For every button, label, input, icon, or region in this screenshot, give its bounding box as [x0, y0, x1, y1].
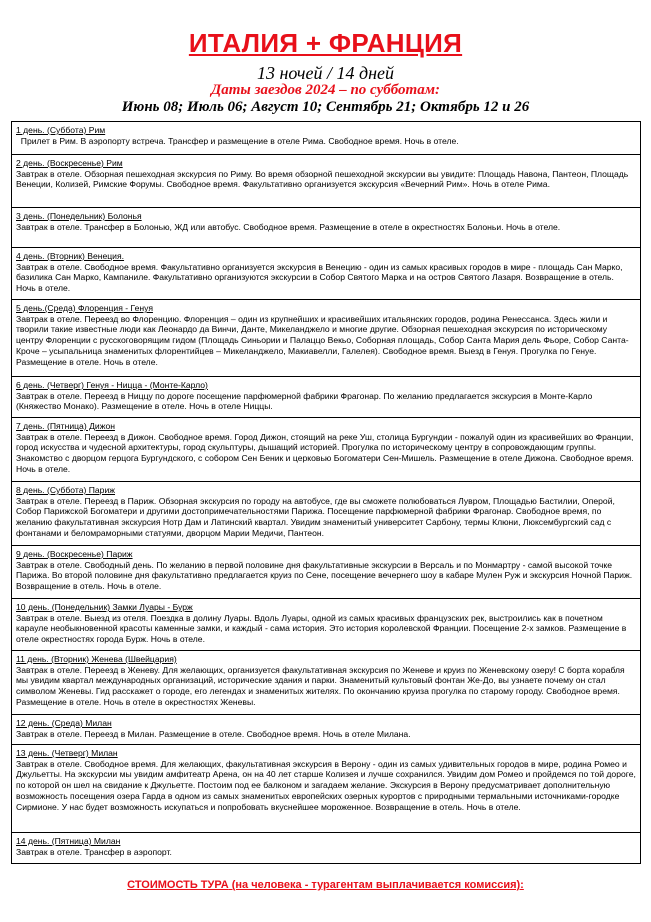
day-text: Завтрак в отеле. Свободное время. Для желающих, факультативная экскурсия в Верону - один из самых удивительных городов в мире, родина Ромео и Джульетты. На экскурсии мы увидим амфитеатр Арена, он на 40 лет старше Колизея и лучше сохранился. Увидим дом Ромео и пройдемся по той дороге, по которой он шел на свидание к Джульетте. Постоим под ее балконом и загадаем желание. Экскурсия в Верону предусматривает дополнительную возможность посещения озера Гарда в одном из самых знаменитых европейских озерных курортов с природными термальными источниками-городке Сирмионе. У нас будет возможность искупаться и попробовать вкуснейшее мороженное. Возвращение в отель. Ночь в отеле. [16, 758, 636, 812]
day-row [12, 482, 640, 546]
day-text: Завтрак в отеле. Свободное время. Факультативно организуется экскурсия в Венецию - один из самых красивых городов в мире - площадь Сан Марко, базилика Сан Марко, Кампаниле. Факультативно организуются экскурсии в Собор Святого Марка и на остров Святого Лазаря. Возвращение в отель. Ночь в отеле. [16, 261, 623, 294]
day-row [12, 651, 640, 715]
day-row [12, 599, 640, 651]
day-text: Завтрак в отеле. Выезд из отеля. Поездка в долину Луары. Вдоль Луары, одной из самых красивых французских рек, выстроились как в почетном карауле необыкновенной красоты каменные замки, и каждый - сама история. Это история королевской Франции. Посещение 2-х замков. Размещение в отеле окрестностях города Бурж. Ночь в отеле. [16, 612, 627, 645]
day-text: Прилет в Рим. В аэропорту встреча. Трансфер и размещение в отеле Рима. Свободное время. Ночь в отеле. [16, 135, 459, 146]
day-heading: 3 день. (Понедельник) Болонья [16, 211, 142, 221]
day-row [12, 155, 640, 208]
dates-heading: Даты заездов 2024 – по субботам: [211, 82, 440, 98]
day-heading: 8 день. (Суббота) Париж [16, 485, 116, 495]
day-heading: 7 день. (Пятница) Дижон [16, 421, 115, 431]
day-row [12, 208, 640, 248]
day-text: Завтрак в отеле. Свободный день. По желанию в первой половине дня факультативные экскурсии в Версаль и по Монмартру - самой высокой точке Парижа. Во второй половине дня факультативно предлагается круиз по Сене, посещение вечернего шоу в кабаре Мулен Руж и экскурсия Ночной Париж. Возвращение в отель. Ночь в отеле. [16, 559, 633, 592]
day-heading: 11 день. (Вторник) Женева (Швейцария) [16, 654, 177, 664]
day-heading: 14 день. (Пятница) Милан [16, 836, 121, 846]
day-text: Завтрак в отеле. Переезд в Париж. Обзорная экскурсия по городу на автобусе, где вы сможете полюбоваться Лувром, Площадью Бастилии, Оперой, Собор Парижской Богоматери и другими достопримечательностями Парижа. Посещение парфюмерной фабрики Фрагонар. Свободное время, по желанию факультативная экскурсия Нотр Дам и Латинский квартал. Увидим знаменитый университет Сарбону, термы Клюни, Люксембургский сад с фонтанами и беломраморными статуями, дворцом Марии Медичи, Пантеон. [16, 495, 615, 538]
day-text: Завтрак в отеле. Обзорная пешеходная экскурсия по Риму. Во время обзорной пешеходной экскурсии вы увидите: Площадь Навона, Пантеон, Площадь Венеции, Колизей, Римские Форумы. Свободное время. Факультативно организуется экскурсия «Вечерний Рим». Ночь в отеле Рима. [16, 168, 629, 190]
day-heading: 12 день. (Среда) Милан [16, 718, 112, 728]
day-heading: 6 день. (Четверг) Генуя - Ницца - (Монте-Карло) [16, 380, 208, 390]
day-row [12, 248, 640, 300]
day-row [12, 833, 640, 863]
day-heading: 10 день. (Понедельник) Замки Луары - Бурж [16, 602, 193, 612]
day-row [12, 745, 640, 833]
price-note: (на человека - турагентам выплачивается комиссия): [228, 879, 524, 891]
day-row [12, 377, 640, 418]
day-row [12, 122, 640, 155]
day-heading: 9 день. (Воскресенье) Париж [16, 549, 133, 559]
day-text: Завтрак в отеле. Трансфер в Болонью, ЖД или автобус. Свободное время. Размещение в отеле в окрестностях Болоньи. Ночь в отеле. [16, 221, 561, 232]
day-row [12, 546, 640, 599]
day-heading: 13 день. (Четверг) Милан [16, 748, 118, 758]
tour-duration: 13 ночей / 14 дней [256, 63, 395, 83]
day-heading: 1 день. (Суббота) Рим [16, 125, 106, 135]
day-heading: 2 день. (Воскресенье) Рим [16, 158, 123, 168]
tour-title: ИТАЛИЯ + ФРАНЦИЯ [188, 28, 463, 58]
day-text: Завтрак в отеле. Переезд в Ниццу по дороге посещение парфюмерной фабрики Фрагонар. По желанию предлагается экскурсия в Монте-Карло (Княжество Монако). Размещение в отеле. Ночь в отеле Ниццы. [16, 390, 593, 412]
dates-list: Июнь 08; Июль 06; Август 10; Сентябрь 21; Октябрь 12 и 26 [121, 99, 530, 115]
day-row [12, 715, 640, 745]
day-heading: 4 день. (Вторник) Венеция. [16, 251, 125, 261]
day-text: Завтрак в отеле. Переезд во Флоренцию. Флоренция – один из крупнейших и красивейших итальянских городов, родина Ренессанса. Здесь жили и творили такие известные люди как Леонардо да Винчи, Данте, Микеланджело и многие другие. Обзорная пешеходная экскурсия по историческому центру Флоренции с русскоговорящим гидом (Площадь Синьории и Палаццо Векьо, Соборная площадь, Собор Санта Мария дель Фьоре, Собор Санта-Кроче – усыпальница знаменитых флорентийцев – Микеланджело, Макиавелли, Галелея). Свободное время. Выезд в Генуя. Прогулка по Генуе. Размещение в отеле. Ночь в отеле. [16, 313, 629, 367]
day-text: Завтрак в отеле. Переезд в Милан. Размещение в отеле. Свободное время. Ночь в отеле Милана. [16, 728, 411, 739]
day-text: Завтрак в отеле. Переезд в Дижон. Свободное время. Город Дижон, стоящий на реке Уш, столица Бургундии - пожалуй один из красивейших во Франции, город искусства и чудесной архитектуры, город скульптуры, дышащий историей. Прогулка по историческому центру в сопровождающим группы. Знакомство с дворцом герцога Бургундского, с собором Сен Беник и церковью Богоматери Сен-Мишель. Размещение в отеле Дижона. Свободное время. Ночь в отеле. [16, 431, 634, 474]
day-text: Завтрак в отеле. Переезд в Женеву. Для желающих, организуется факультативная экскурсия по Женеве и круиз по Женевскому озеру! С борта корабля мы увидим квартал международных организаций, исторические здания и парки. Знаменитый культовый фонтан Же-До, вы узнаете почему он стал символом Женевы. Гид расскажет о городе, его легендах и знаменитых жителях. По окончанию круиза прогулка по старому городу. Свободное время. Размещение в отеле. Ночь в отеле в окрестностях Женевы. [16, 664, 625, 707]
price-label: СТОИМОСТЬ ТУРА [127, 879, 229, 891]
day-row [12, 418, 640, 482]
itinerary-table [11, 121, 641, 864]
day-heading: 5 день.(Среда) Флоренция - Генуя [16, 303, 153, 313]
day-row [12, 300, 640, 377]
tour-price-heading [0, 879, 651, 891]
day-text: Завтрак в отеле. Трансфер в аэропорт. [16, 846, 172, 857]
